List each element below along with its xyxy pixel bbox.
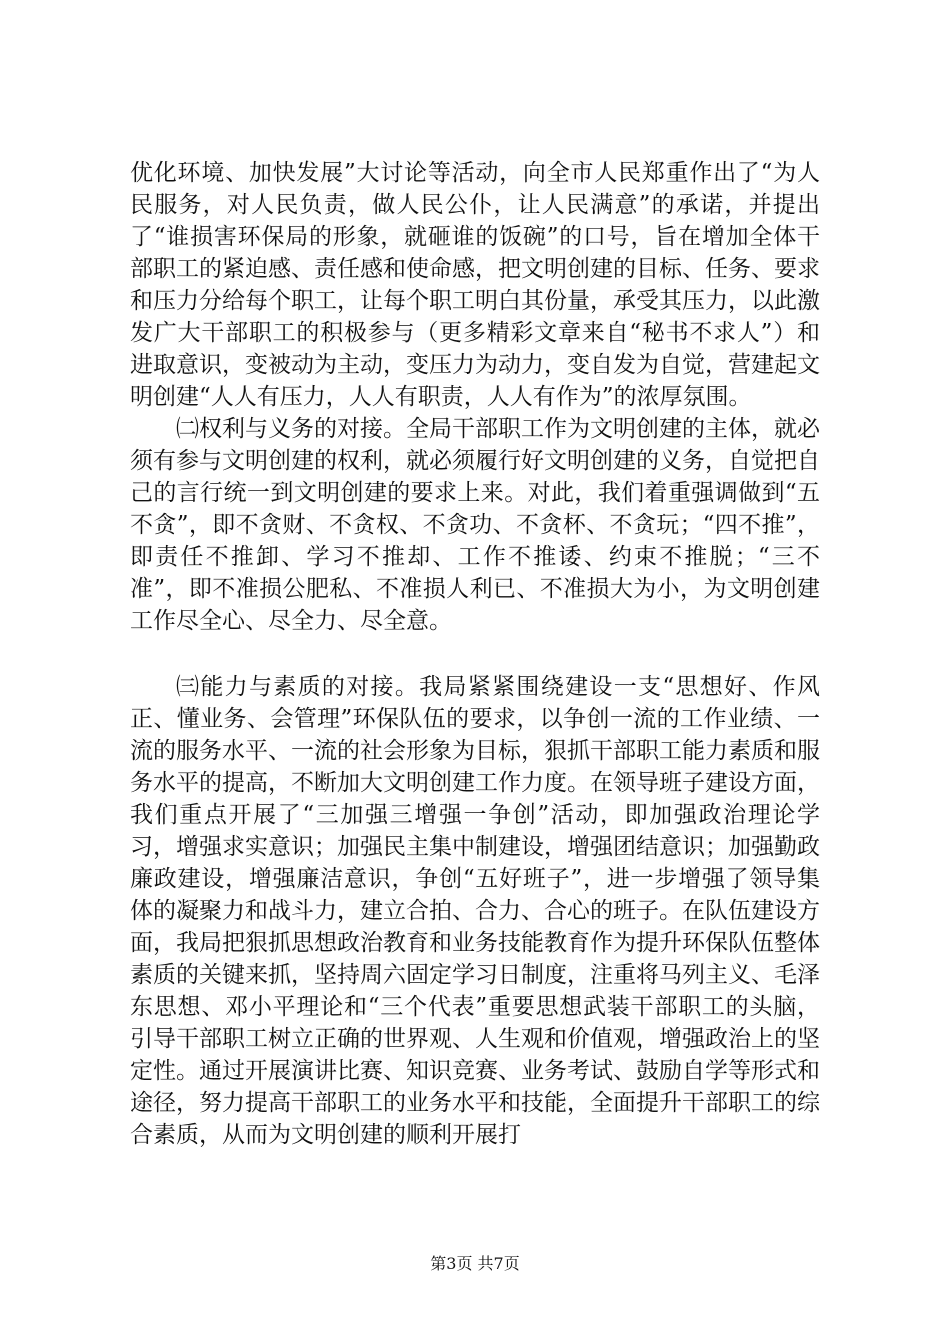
document-body [130, 157, 820, 1151]
paragraph-ability-quality: ㈢能力与素质的对接。我局紧紧围绕建设一支“思想好、作风正、懂业务、会管理”环保队伍的要求，以争创一流的工作业绩、一流的服务水平、一流的社会形象为目标，狠抓干部职工能力素质和服务水平的提高，不断加大文明创建工作力度。在领导班子建设方面，我们重点开展了“三加强三增强一争创”活动，即加强政治理论学习，增强求实意识；加强民主集中制建设，增强团结意识；加强勤政廉政建设，增强廉洁意识，争创“五好班子”，进一步增强了领导集体的凝聚力和战斗力，建立合拍、合力、合心的班子。在队伍建设方面，我局把狠抓思想政治教育和业务技能教育作为提升环保队伍整体素质的关键来抓，坚持周六固定学习日制度，注重将马列主义、毛泽东思想、邓小平理论和“三个代表”重要思想武装干部职工的头脑，引导干部职工树立正确的世界观、人生观和价值观，增强政治上的坚定性。通过开展演讲比赛、知识竞赛、业务考试、鼓励自学等形式和途径，努力提高干部职工的业务水平和技能，全面提升干部职工的综合素质，从而为文明创建的顺利开展打 [130, 674, 820, 1148]
page-footer: 第3页 共7页 [430, 1254, 520, 1273]
paragraph-continuation: 优化环境、加快发展”大讨论等活动，向全市人民郑重作出了“为人民服务，对人民负责，做人民公仆，让人民满意”的承诺，并提出了“谁损害环保局的形象，就砸谁的饭碗”的口号，旨在增加全体干部职工的紧迫感、责任感和使命感，把文明创建的目标、任务、要求和压力分给每个职工，让每个职工明白其份量，承受其压力，以此激发广大干部职工的积极参与（更多精彩文章来自“秘书不求人”）和进取意识，变被动为主动，变压力为动力，变自发为自觉，营建起文明创建“人人有压力，人人有职责，人人有作为”的浓厚氛围。 [130, 160, 820, 410]
paragraph-rights-obligations: ㈡权利与义务的对接。全局干部职工作为文明创建的主体，就必须有参与文明创建的权利，就必须履行好文明创建的义务，自觉把自己的言行统一到文明创建的要求上来。对此，我们着重强调做到“五不贪”，即不贪财、不贪权、不贪功、不贪杯、不贪玩；“四不推”，即责任不推卸、学习不推却、工作不推诿、约束不推脱；“三不准”，即不准损公肥私、不准损人利已、不准损大为小，为文明创建工作尽全心、尽全力、尽全意。 [130, 416, 820, 634]
